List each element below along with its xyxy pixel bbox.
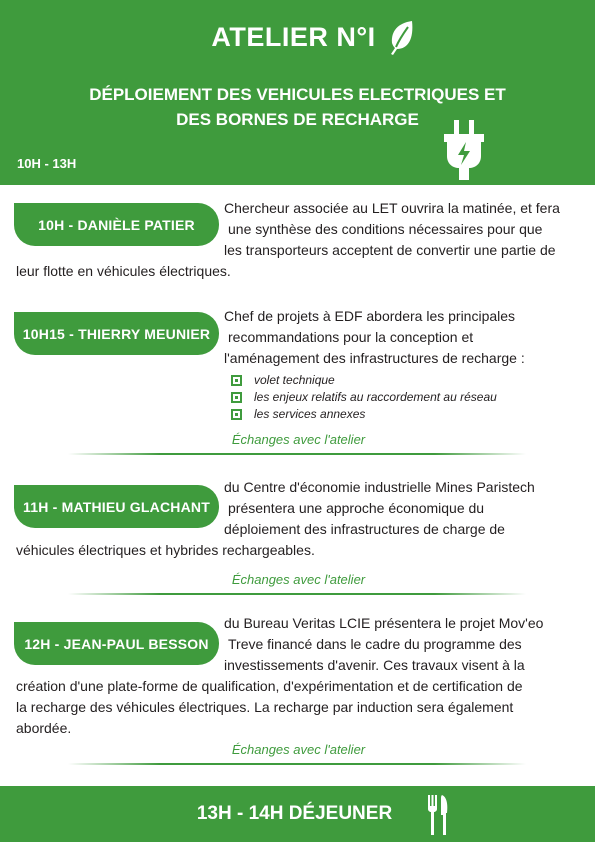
list-item-label: volet technique — [254, 373, 335, 387]
list-item — [231, 372, 497, 389]
text-line: abordée. — [16, 720, 72, 736]
checkbox-bullet-icon — [231, 409, 242, 420]
text-line: Chercheur associée au LET ouvrira la matinée, et fera — [224, 200, 560, 216]
text-line: investissements d'avenir. Ces travaux visent à la — [224, 657, 525, 673]
exchange-label: Échanges avec l'atelier — [231, 572, 366, 587]
text-line: leur flotte en véhicules électriques. — [16, 263, 231, 279]
exchange-note — [0, 572, 595, 587]
text-line: recommandations pour la conception et — [228, 329, 474, 345]
exchange-label: Échanges avec l'atelier — [231, 742, 366, 757]
checkbox-bullet-icon — [231, 375, 242, 386]
session-time-label: 11H - MATHIEU GLACHANT — [14, 485, 219, 528]
text-line: présentera une approche économique du — [228, 500, 485, 516]
text-line: création d'une plate-forme de qualification, d'expérimentation et de certification de — [16, 678, 523, 694]
subtitle-line-2: DES BORNES DE RECHARGE — [176, 110, 419, 129]
session-time-label: 10H15 - THIERRY MEUNIER — [14, 312, 219, 355]
lunch-label: 13H - 14H DÉJEUNER — [196, 803, 393, 824]
session-time-label: 10H - DANIÈLE PATIER — [14, 203, 219, 246]
session-description — [16, 306, 582, 369]
text-line: les transporteurs acceptent de convertir une partie de — [224, 242, 556, 258]
bullet-list — [231, 372, 497, 423]
page-title: ATELIER N°I — [211, 22, 376, 52]
section-divider — [68, 593, 526, 595]
text-line: déploiement des infrastructures de charge de — [224, 521, 505, 537]
text-line: du Centre d'économie industrielle Mines Paristech — [224, 479, 535, 495]
text-line: Chef de projets à EDF abordera les principales — [224, 308, 516, 324]
plug-icon — [441, 120, 487, 180]
list-item-label: les services annexes — [254, 407, 366, 421]
exchange-label: Échanges avec l'atelier — [231, 432, 366, 447]
text-line: du Bureau Veritas LCIE présentera le projet Mov'eo — [224, 615, 544, 631]
session-description — [16, 613, 582, 739]
list-item — [231, 389, 497, 406]
checkbox-bullet-icon — [231, 392, 242, 403]
session-description — [16, 198, 582, 282]
text-line: Treve financé dans le cadre du programme des — [228, 636, 522, 652]
cutlery-icon — [427, 795, 449, 835]
workshop-time: 10H - 13H — [17, 156, 77, 171]
exchange-note — [0, 742, 595, 757]
list-item-label: les enjeux relatifs au raccordement au réseau — [254, 390, 497, 404]
session-time-label: 12H - JEAN-PAUL BESSON — [14, 622, 219, 665]
footer-banner — [0, 786, 595, 842]
text-line: véhicules électriques et hybrides rechargeables. — [16, 542, 315, 558]
list-item — [231, 406, 497, 423]
text-line: la recharge des véhicules électriques. La recharge par induction sera également — [16, 699, 514, 715]
text-line: une synthèse des conditions nécessaires pour que — [228, 221, 543, 237]
exchange-note — [0, 432, 595, 447]
section-divider — [68, 453, 526, 455]
leaf-icon — [388, 19, 416, 55]
header-banner — [0, 0, 595, 185]
subtitle-line-1: DÉPLOIEMENT DES VEHICULES ELECTRIQUES ET — [89, 85, 506, 104]
text-line: l'aménagement des infrastructures de recharge : — [224, 350, 525, 366]
section-divider — [68, 763, 526, 765]
session-description — [16, 477, 582, 561]
